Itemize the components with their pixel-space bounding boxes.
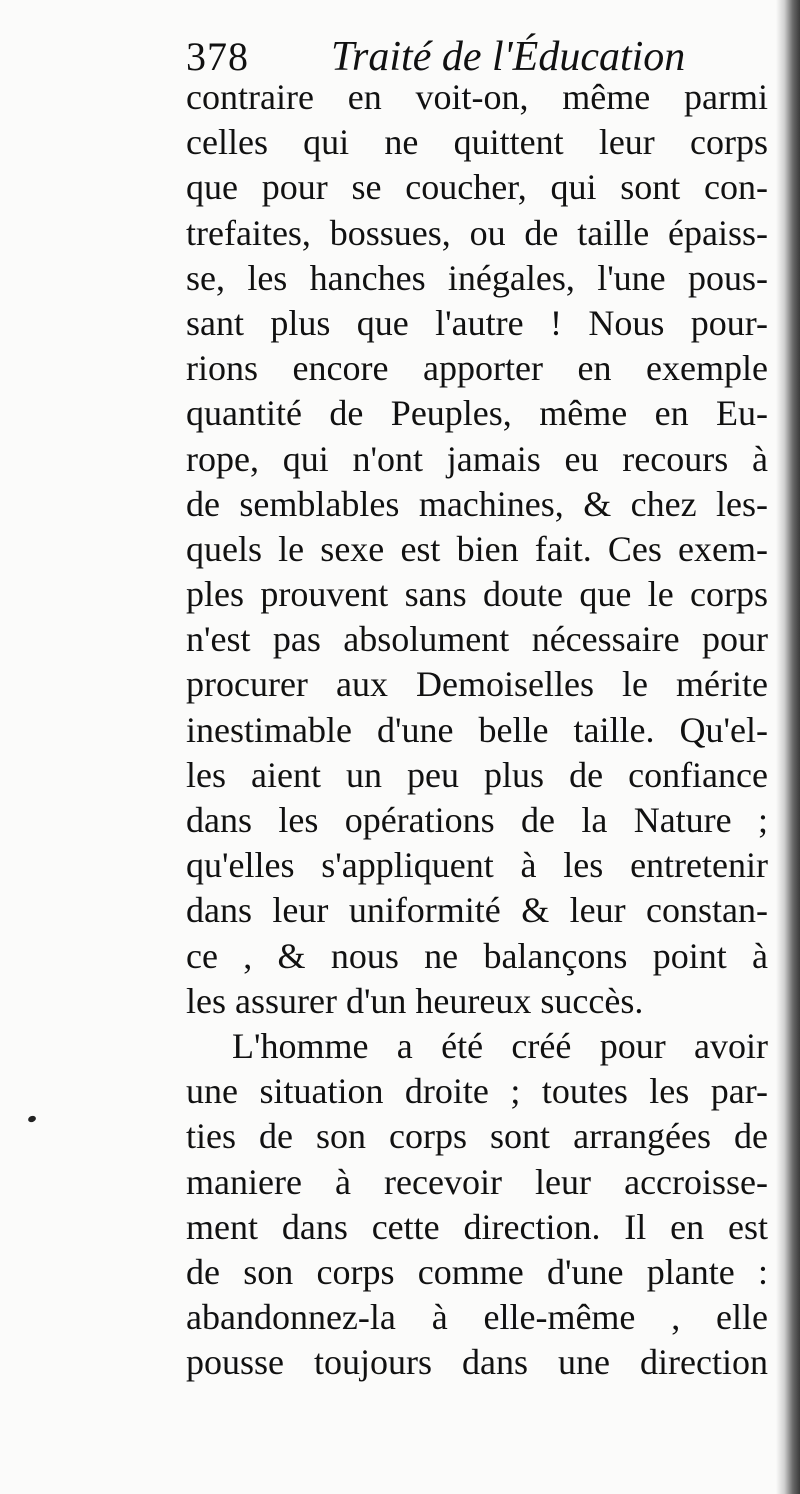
text-line: dans les opérations de la Nature ; [186, 800, 768, 840]
text-line: pousse toujours dans une direction [186, 1342, 768, 1383]
ink-speck [27, 1115, 37, 1123]
text-line: celles qui ne quittent leur corps [186, 122, 768, 163]
text-line: rions encore apporter en exemple [186, 348, 768, 389]
text-line: trefaites, bossues, ou de taille épaiss- [186, 212, 768, 253]
text-line: inestimable d'une belle taille. Qu'el- [186, 709, 768, 750]
text-line: rope, qui n'ont jamais eu recours à [186, 438, 768, 479]
text-line: de semblables machines, & chez les- [186, 483, 768, 524]
body-text [186, 75, 768, 1385]
text-line: procurer aux Demoiselles le mérite [186, 664, 768, 705]
text-line: dans leur uniformité & leur constan- [186, 890, 768, 931]
text-line: sant plus que l'autre ! Nous pour- [186, 302, 768, 343]
text-line: ples prouvent sans doute que le corps [186, 574, 768, 615]
text-line: une situation droite ; toutes les par- [186, 1071, 768, 1112]
text-line: ties de son corps sont arrangées de [186, 1116, 768, 1157]
text-line: maniere à recevoir leur accroisse- [186, 1161, 768, 1202]
page-binding-edge [776, 0, 800, 1494]
text-line: L'homme a été créé pour avoir [232, 1025, 768, 1066]
running-title: Traité de l'Éducation [331, 34, 686, 80]
page-number: 378 [186, 34, 249, 79]
text-line: ce , & nous ne balançons point à [186, 935, 768, 976]
text-line: n'est pas absolument nécessaire pour [186, 619, 768, 660]
text-line: qu'elles s'appliquent à les entretenir [186, 845, 768, 886]
text-line: de son corps comme d'une plante : [186, 1251, 768, 1292]
text-line: contraire en voit-on, même parmi [186, 77, 768, 117]
text-line: que pour se coucher, qui sont con- [186, 167, 768, 208]
text-line: ment dans cette direction. Il en est [186, 1206, 768, 1247]
text-line: se, les hanches inégales, l'une pous- [186, 257, 768, 298]
text-line: quels le sexe est bien fait. Ces exem- [186, 528, 768, 569]
text-line: quantité de Peuples, même en Eu- [186, 393, 768, 434]
text-line: les assurer d'un heureux succès. [186, 980, 644, 1021]
text-line: les aient un peu plus de confiance [186, 754, 768, 795]
text-line: abandonnez-la à elle-même , elle [186, 1297, 768, 1338]
